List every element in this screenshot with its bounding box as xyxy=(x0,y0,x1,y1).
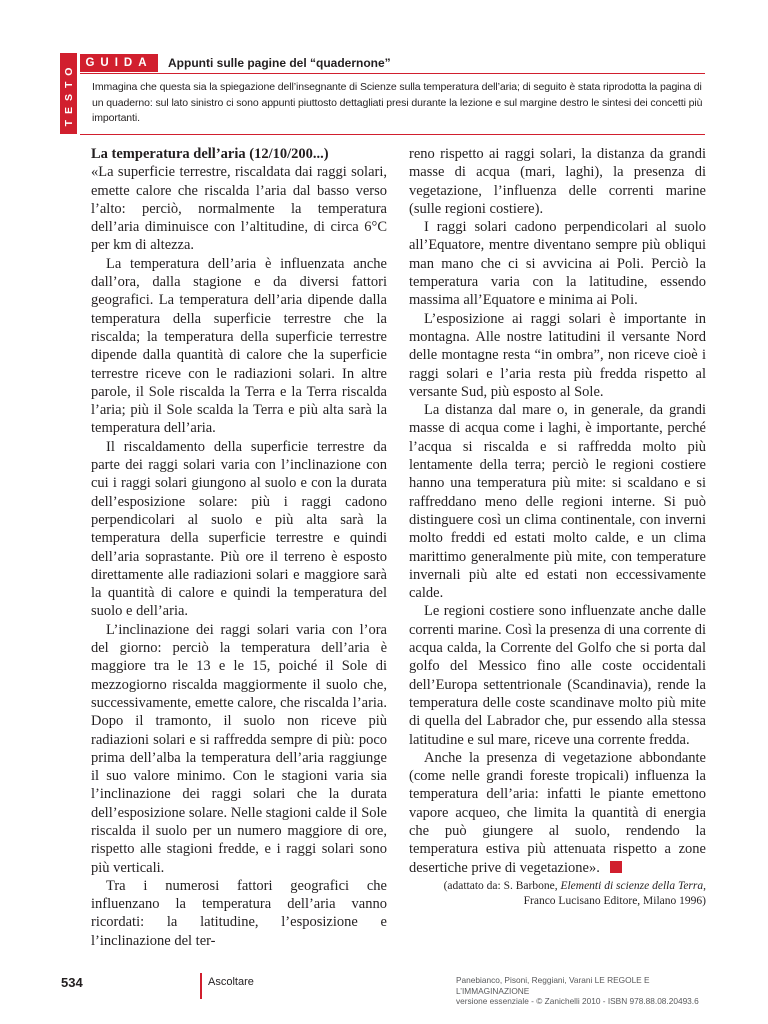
citation-book-title: Elementi di scienze della Terra xyxy=(560,879,704,892)
header-divider xyxy=(80,73,705,74)
credits-line: Panebianco, Pisoni, Reggiani, Varani LE REGOLE E L’IMMAGINAZIONE xyxy=(456,975,650,996)
citation-prefix: (adattato da: S. Barbone, xyxy=(443,879,561,892)
intro-divider xyxy=(80,134,705,135)
article-paragraph: «La superficie terrestre, riscaldata dai raggi solari, emette calore che riscalda l’aria dal basso verso l’alto: perciò, normalmente la temperatura dell’aria diminuisce con l’altitudine, di circa 6°C per km di altezza. xyxy=(91,164,387,254)
article-paragraph: L’inclinazione dei raggi solari varia con l’ora del giorno: perciò la temperatura dell’aria è maggiore tra le 13 e le 15, poiché il Sole di mezzogiorno riscalda maggiormente il suolo che, successivamente, emette calore, che riscalda l’aria. Dopo il tramonto, il suolo non riceve più radiazioni solari e si raffredda sempre di più: poco prima dell’alba la temperatura dell’aria raggiunge il suo valore minimo. Con le stagioni varia sia l’inclinazione dei raggi solari che la durata dell’esposizione solare. Nelle stagioni calde il Sole riscalda il suolo per un numero maggiore di ore, rispetto alle stagioni fredde, e i raggi solari sono più verticali. xyxy=(91,621,387,876)
right-column xyxy=(409,145,706,909)
citation-publisher: Franco Lucisano Editore, Milano 1996) xyxy=(523,894,706,907)
article-heading: La temperatura dell’aria (12/10/200...) xyxy=(91,146,329,162)
source-citation xyxy=(409,879,706,909)
credits-line: versione essenziale - © Zanichelli 2010 - ISBN 978.88.08.20493.6 xyxy=(456,996,699,1006)
article-paragraph-split-end: reno rispetto ai raggi solari, la distanza da grandi masse di acqua (mari, laghi), la presenza di vegetazione, l’influenza delle correnti marine (sulle regioni costiere). xyxy=(409,146,706,217)
article-paragraph: La distanza dal mare o, in generale, da grandi masse di acqua come i laghi, è importante, perché l’acqua si riscalda e si raffredda molto più lentamente della terra; perciò le regioni costiere hanno una temperatura più mite: si scaldano e si raffreddano meno delle regioni interne. Si può distinguere così un clima continentale, con inverni molto freddi ed estati molto calde, e un clima marittimo generalmente più mite, con temperature invernali più alte ed estati non eccessivamente calde. xyxy=(409,402,706,602)
article-paragraph-text: Anche la presenza di vegetazione abbondante (come nelle grandi foreste tropicali) influenza la temperatura dell’aria: infatti le piante emettono vapore acqueo, che limita la quantità di energia che può giungere al suolo, rendendo la temperatura estiva più attenuata rispetto a zone desertiche prive di vegetazione». xyxy=(409,749,706,876)
article-paragraph-split-start: Tra i numerosi fattori geografici che influenzano la temperatura dell’aria vanno ricordati: la latitudine, l’esposizione e l’inclinazione del ter- xyxy=(91,877,387,949)
article-paragraph: I raggi solari cadono perpendicolari al suolo all’Equatore, mentre diventano sempre più obliqui man mano che ci si avvicina ai Poli. Perciò la temperatura varia con la latitudine, essendo massima all’Equatore e minima ai Poli. xyxy=(409,219,706,309)
article-paragraph: Le regioni costiere sono influenzate anche dalle correnti marine. Così la presenza di una corrente di acqua calda, la Corrente del Golfo che si porta dal golfo del Messico fino alle coste occidentali dell’Europa settentrionale (Scandinavia), rende la temperatura delle coste scandinave molto più mite di quella del Labrador che, pur essendo alla stessa latitudine e sul mare, riceve una corrente fredda. xyxy=(409,603,706,748)
guida-label: GUIDA xyxy=(80,54,158,72)
article-paragraph: La temperatura dell’aria è influenzata anche dall’ora, dalla stagione e da diversi fattori geografici. La temperatura dell’aria dipende dalla temperatura della superficie terrestre che la riscalda; la temperatura della superficie terrestre dipende dalla quantità di calore che la superficie terrestre riceve con le radiazioni solari. In altre parole, il Sole riscalda la Terra e la Terra riscalda l’aria; più il Sole scalda la Terra e più alta sarà la temperatura dell’aria. xyxy=(91,255,387,437)
footer-section-label: Ascoltare xyxy=(208,976,254,988)
page-number: 534 xyxy=(61,975,83,990)
testo-label: TESTO xyxy=(62,61,75,126)
end-square-icon xyxy=(610,861,622,873)
left-column xyxy=(91,145,387,950)
intro-text: Immagina che questa sia la spiegazione dell’insegnante di Scienze sulla temperatura dell’aria; di seguito è stata riprodotta la pagina di un quaderno: sul lato sinistro ci sono appunti piuttosto dettagliati presi durante la lezione e sul margine destro le sintesi dei concetti più importanti. xyxy=(92,81,703,124)
footer-divider xyxy=(200,973,202,999)
article-paragraph-last xyxy=(409,749,706,877)
article-paragraph: L’esposizione ai raggi solari è importante in montagna. Alle nostre latitudini il versante Nord delle montagne resta “in ombra”, non riceve cioè i raggi solari e l’aria resta più fredda rispetto al versante Sud, più esposto al Sole. xyxy=(409,310,706,400)
article-paragraph: Il riscaldamento della superficie terrestre da parte dei raggi solari varia con l’inclinazione con cui i raggi solari giungono al suolo e con la durata dell’esposizione solare: più i raggi cadono perpendicolari al suolo e più alta sarà la temperatura della superficie terrestre e quindi dell’aria soprastante. Più ore il terreno è esposto direttamente alle radiazioni solari e maggiore sarà la quantità di calore e quindi la temperatura del suolo e dell’aria. xyxy=(91,438,387,620)
citation-suffix: , xyxy=(703,879,706,892)
testo-side-band xyxy=(60,53,77,134)
section-title: Appunti sulle pagine del “quadernone” xyxy=(168,56,391,70)
footer-credits xyxy=(456,975,716,1007)
